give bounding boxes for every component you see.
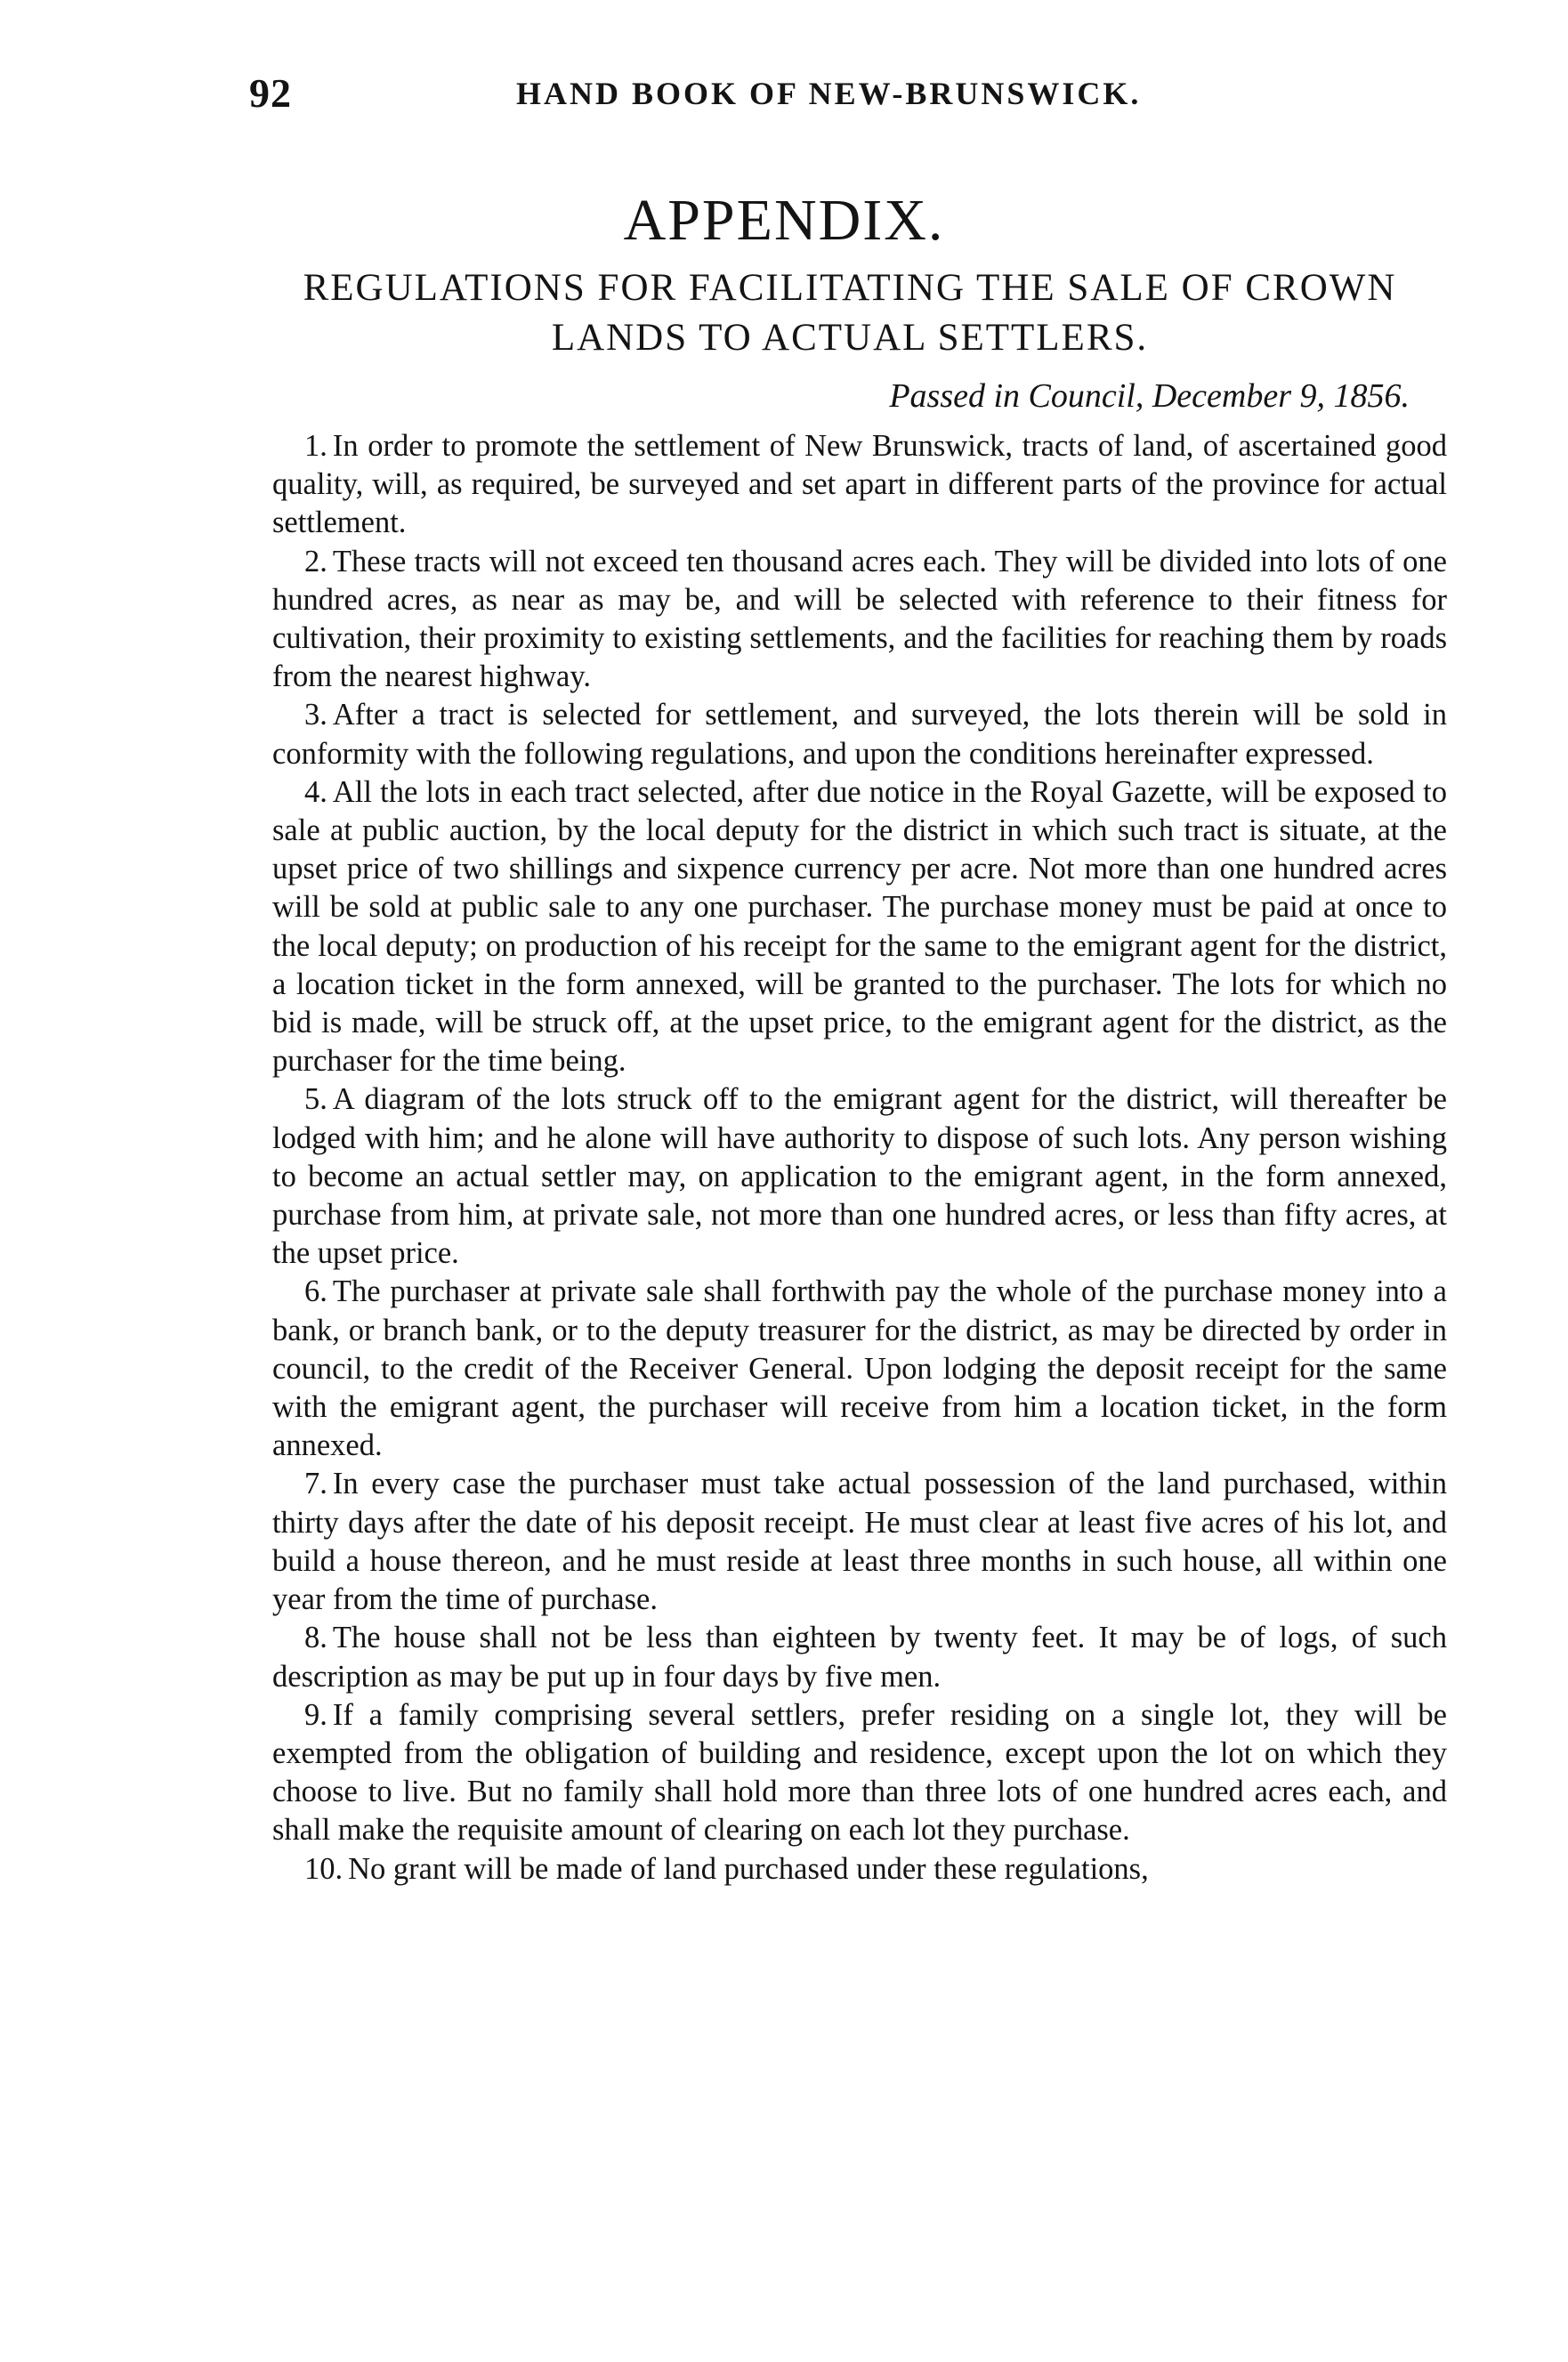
paragraph-7	[272, 1465, 1447, 1619]
paragraph-text: No grant will be made of land purchased under these regulations,	[348, 1851, 1149, 1886]
paragraph-text: The purchaser at private sale shall forthwith pay the whole of the purchase money into a bank, or branch bank, or to the deputy treasurer for the district, as may be directed by order in council, to the credit of the Receiver General. Upon lodging the deposit receipt for the same with the emigrant agent, the purchaser will receive from him a location ticket, in the form annexed.	[272, 1274, 1447, 1463]
paragraph-text: In every case the purchaser must take actual possession of the land purchased, within thirty days after the date of his deposit receipt. He must clear at least five acres of his lot, and build a house thereon, and he must reside at least three months in such house, all within one year from the time of purchase.	[272, 1467, 1447, 1617]
paragraph-5	[272, 1080, 1447, 1273]
page-header	[249, 69, 1459, 123]
paragraph-10	[272, 1850, 1447, 1889]
paragraph-number: 8.	[304, 1621, 327, 1655]
passed-in-council-line: Passed in Council, December 9, 1856.	[889, 377, 1410, 415]
paragraph-number: 5.	[304, 1082, 327, 1117]
paragraph-text: After a tract is selected for settlement, and surveyed, the lots therein will be sold in conformity with the following regulations, and upon the conditions hereinafter expressed.	[272, 698, 1447, 771]
paragraph-text: A diagram of the lots struck off to the emigrant agent for the district, will thereafter be lodged with him; and he alone will have authority to dispose of such lots. Any person wishing to become an actual settler may, on application to the emigrant agent, in the form annexed, purchase from him, at private sale, not more than one hundred acres, or less than fifty acres, at the upset price.	[272, 1082, 1447, 1271]
paragraph-number: 4.	[304, 774, 327, 809]
paragraph-9	[272, 1696, 1447, 1850]
appendix-title: APPENDIX.	[623, 188, 945, 253]
paragraph-8	[272, 1619, 1447, 1695]
paragraph-number: 2.	[304, 544, 327, 578]
paragraph-3	[272, 696, 1447, 773]
page-number: 92	[249, 70, 292, 116]
paragraph-text: These tracts will not exceed ten thousand acres each. They will be divided into lots of one hundred acres, as near as may be, and will be selected with reference to their fitness for cultivation, their proximity to existing settlements, and the facilities for reaching them by roads from the nearest highway.	[272, 544, 1447, 694]
paragraph-1	[272, 427, 1447, 543]
paragraph-text: All the lots in each tract selected, after due notice in the Royal Gazette, will be exposed to sale at public auction, by the local deputy for the district in which such tract is situate, at the upset price of two shillings and sixpence currency per acre. Not more than one hundred acres will be sold at public sale to any one purchaser. The purchase money must be paid at once to the local deputy; on production of his receipt for the same to the emigrant agent for the district, a location ticket in the form annexed, will be granted to the purchaser. The lots for which no bid is made, will be struck off, at the upset price, to the emigrant agent for the district, as the purchaser for the time being.	[272, 774, 1447, 1079]
paragraph-number: 7.	[304, 1467, 327, 1501]
regulations-body	[272, 427, 1447, 1889]
regulations-title: REGULATIONS FOR FACILITATING THE SALE OF CROWN LANDS TO ACTUAL SETTLERS.	[303, 267, 1397, 359]
paragraph-2	[272, 543, 1447, 697]
paragraph-4	[272, 773, 1447, 1081]
paragraph-text: In order to promote the settlement of New Brunswick, tracts of land, of ascertained good quality, will, as required, be surveyed and set apart in different parts of the province for actual settlement.	[272, 429, 1447, 540]
running-head: HAND BOOK OF NEW-BRUNSWICK.	[516, 76, 1142, 111]
paragraph-number: 1.	[304, 429, 327, 463]
paragraph-text: If a family comprising several settlers, prefer residing on a single lot, they will be exempted from the obligation of building and residence, except upon the lot on which they choose to live. But no family shall hold more than three lots of one hundred acres each, and shall make the requisite amount of clearing on each lot they purchase.	[272, 1697, 1447, 1848]
paragraph-6	[272, 1273, 1447, 1465]
paragraph-text: The house shall not be less than eighteen by twenty feet. It may be of logs, of such description as may be put up in four days by five men.	[272, 1621, 1447, 1694]
paragraph-number: 9.	[304, 1697, 327, 1732]
paragraph-number: 3.	[304, 698, 327, 732]
paragraph-number: 10.	[304, 1851, 344, 1886]
paragraph-number: 6.	[304, 1274, 327, 1309]
